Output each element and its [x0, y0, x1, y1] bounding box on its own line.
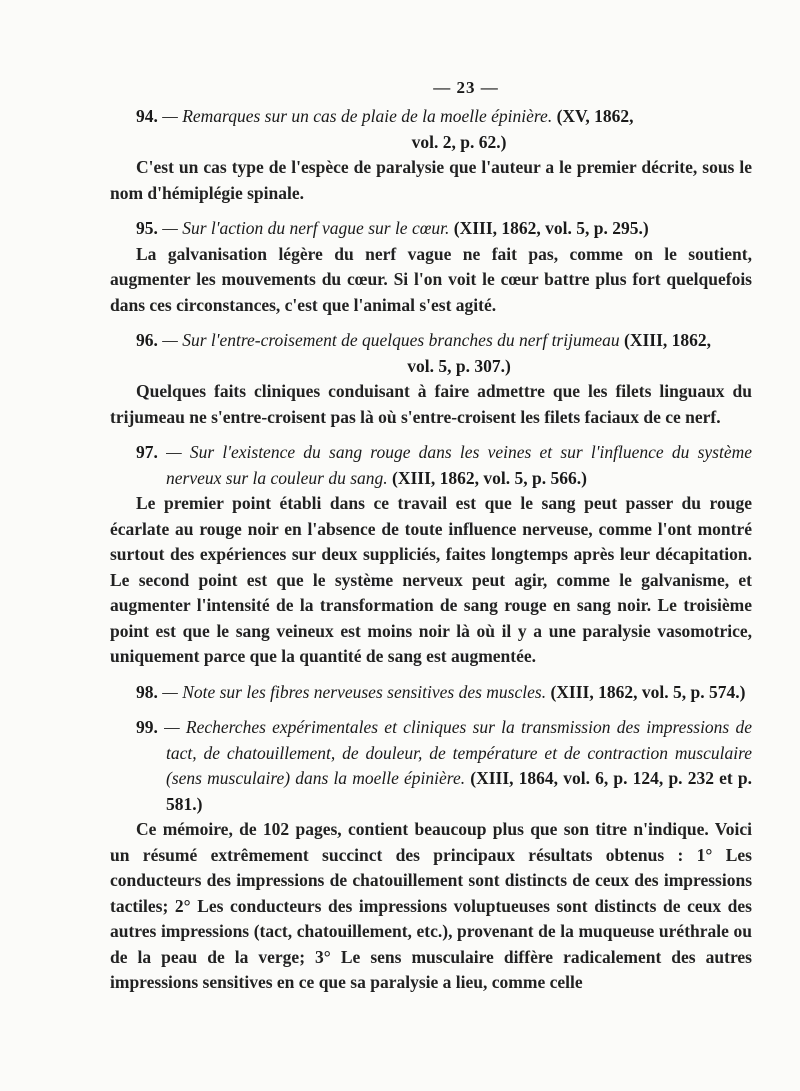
entry-heading: [110, 328, 752, 379]
entry-reference: (XV, 1862,: [552, 106, 634, 126]
entry-dash: —: [157, 106, 183, 126]
entry-reference-continued: vol. 5, p. 307.): [407, 355, 511, 376]
entry-reference-continued: vol. 2, p. 62.): [411, 131, 507, 152]
entry-summary: La galvanisation légère du nerf vague ne fait pas, comme on le soutient, augmenter les mouvements du cœur. Si l'on voit le cœur battre plus fort quelquefois dans ces circonstances, c'est que l'animal s'est agité.: [110, 243, 752, 315]
entry-98: [110, 680, 752, 706]
entry-94: [110, 104, 752, 206]
entry-number: 97.: [136, 442, 158, 462]
entry-reference: (XIII, 1862, vol. 5, p. 566.): [387, 467, 587, 488]
entry-number: 96.: [136, 330, 158, 350]
entry-heading: [110, 715, 752, 817]
page-number: — 23 —: [433, 78, 499, 97]
entry-title: Remarques sur un cas de plaie de la moelle épinière.: [182, 106, 553, 126]
entry-title: Sur l'entre-croisement de quelques branches du nerf trijumeau: [182, 330, 620, 350]
entry-heading: [110, 440, 752, 491]
entry-reference: (XIII, 1862, vol. 5, p. 295.): [449, 218, 649, 238]
entry-title: Sur l'action du nerf vague sur le cœur.: [182, 218, 450, 238]
entry-number: 95.: [136, 218, 158, 238]
entry-heading: [110, 680, 752, 706]
entry-dash: —: [157, 218, 183, 238]
entry-title: Note sur les fibres nerveuses sensitives des muscles.: [182, 681, 547, 702]
entry-99: [110, 715, 752, 996]
entry-summary: Ce mémoire, de 102 pages, contient beaucoup plus que son titre n'indique. Voici un résumé extrêmement succinct des principaux résultats obtenus : 1° Les conducteurs des impressions de chatouillement sont distincts de ceux des impressions tactiles; 2° Les conducteurs des impressions voluptueuses sont distincts de ceux des autres impressions (tact, chatouillement, etc.), provenant de la muqueuse uréthrale ou de la peau de la verge; 3° Le sens musculaire diffère radicalement des autres impressions sensitives en ce que sa paralysie a lieu, comme celle: [110, 819, 752, 992]
entry-reference: (XIII, 1862, vol. 5, p. 574.): [546, 681, 746, 702]
document-page: [110, 78, 752, 1006]
entry-heading: [110, 104, 752, 155]
entry-number: 98.: [136, 681, 158, 702]
entry-96: [110, 328, 752, 430]
entry-heading: [110, 216, 752, 242]
entry-dash: —: [157, 717, 186, 737]
entry-summary: C'est un cas type de l'espèce de paralysie que l'auteur a le premier décrite, sous le nom d'hémiplégie spinale.: [110, 157, 752, 203]
entry-summary: Quelques faits cliniques conduisant à faire admettre que les filets linguaux du trijumeau ne s'entre-croisent pas là où s'entre-croisent les filets faciaux de ce nerf.: [110, 381, 752, 427]
entry-dash: —: [157, 330, 183, 350]
entry-reference: (XIII, 1862,: [619, 330, 712, 350]
entry-title: Recherches expérimentales et cliniques sur la transmission des impressions de tact, de chatouillement, de douleur, de température et de contraction musculaire (sens musculaire) dans la moelle épinière.: [166, 717, 752, 788]
entry-dash: —: [157, 442, 190, 462]
entry-number: 99.: [136, 717, 158, 737]
entry-97: [110, 440, 752, 670]
entry-reference: (XIII, 1864, vol. 6, p. 124, p. 232 et p. 581.): [166, 768, 752, 814]
entry-title: Sur l'existence du sang rouge dans les veines et sur l'influence du système nerveux sur la couleur du sang.: [166, 442, 753, 488]
entry-summary: Le premier point établi dans ce travail est que le sang peut passer du rouge écarlate au rouge noir en l'absence de toute influence nerveuse, comme l'ont montré surtout des expériences sur deux suppliciés, faites longtemps après leur décapitation. Le second point est que le système nerveux peut agir, comme le galvanisme, et augmenter l'intensité de la transformation de sang rouge en sang noir. Le troisième point est que le sang veineux est moins noir là où il y a une paralysie vasomotrice, uniquement parce que la quantité de sang est augmentée.: [110, 493, 752, 666]
entry-number: 94.: [136, 106, 158, 126]
entry-dash: —: [157, 681, 183, 702]
entry-95: [110, 216, 752, 318]
